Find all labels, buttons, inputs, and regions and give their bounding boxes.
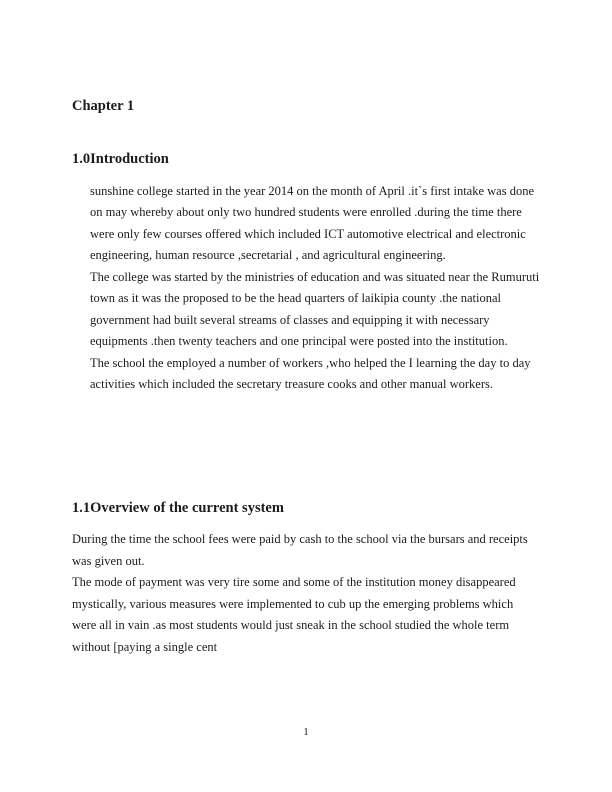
paragraph: The school the employed a number of workers ,who helped the I learning the day to day activities which included the secretary treasure cooks and other manual workers. xyxy=(90,355,531,392)
paragraph: The mode of payment was very tire some and some of the institution money disappeared mystically, various measures were implemented to cub up the emerging problems which were all in vain .as most students would just sneak in the school studied the whole term without [paying a single cent xyxy=(72,575,516,654)
overview-body xyxy=(72,529,540,658)
section-heading-overview: 1.1Overview of the current system xyxy=(72,499,284,516)
introduction-body xyxy=(90,181,542,396)
section-heading-introduction: 1.0Introduction xyxy=(72,151,169,168)
chapter-heading: Chapter 1 xyxy=(72,98,135,114)
paragraph: During the time the school fees were paid by cash to the school via the bursars and receipts was given out. xyxy=(72,532,528,568)
page-number: 1 xyxy=(303,726,309,738)
paragraph: The college was started by the ministries of education and was situated near the Rumuruti town as it was the proposed to be the head quarters of laikipia county .the national government had built several streams of classes and equipping it with necessary equipments .then twenty teachers and one principal were posted into the institution. xyxy=(90,269,540,349)
paragraph: sunshine college started in the year 2014 on the month of April .it`s first intake was done on may whereby about only two hundred students were enrolled .during the time there were only few courses offered which included ICT automotive electrical and electronic engineering, human resource ,secretarial , and agricultural engineering. xyxy=(90,183,535,263)
